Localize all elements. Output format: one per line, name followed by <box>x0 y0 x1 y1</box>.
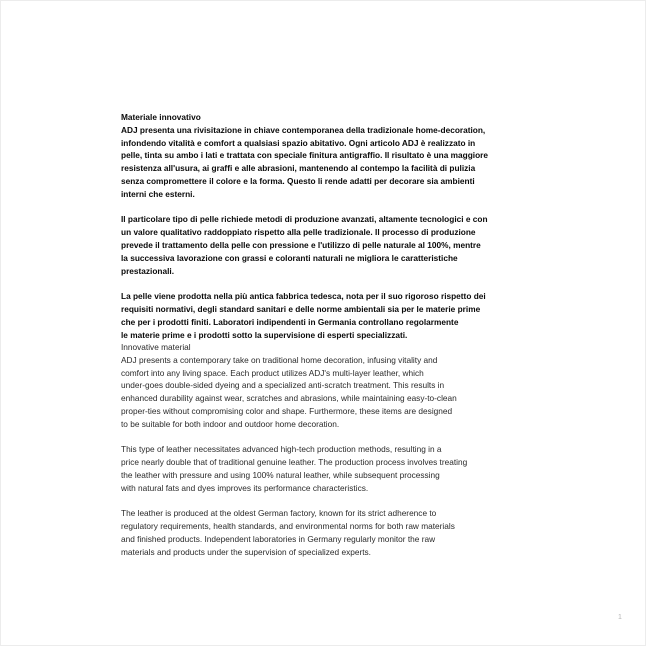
italian-paragraph-2 <box>121 213 541 277</box>
italian-text-line: un valore qualitativo raddoppiato rispetto alla pelle tradizionale. Il processo di produzione <box>121 227 476 238</box>
italian-text-line: Il particolare tipo di pelle richiede metodi di produzione avanzati, altamente tecnologici e con <box>121 214 488 225</box>
english-text-line: and finished products. Independent laboratories in Germany regularly monitor the raw <box>121 533 436 544</box>
english-text-line: regulatory requirements, health standards, and environmental norms for both raw materials <box>121 521 455 532</box>
english-paragraph-2 <box>121 443 541 494</box>
english-section <box>121 341 541 571</box>
italian-text-line: le materie prime e i prodotti sotto la supervisione di esperti specializzati. <box>121 329 408 340</box>
english-heading: Innovative material <box>121 342 191 352</box>
english-text-line: The leather is produced at the oldest German factory, known for its strict adherence to <box>121 508 437 519</box>
italian-text-line: senza compromettere il colore e la forma. Questo li rende adatti per decorare sia ambienti <box>121 175 475 186</box>
italian-text-line: la successiva lavorazione con grassi e coloranti naturali ne migliora le caratteristiche <box>121 252 458 263</box>
english-text-line: the leather with pressure and using 100% natural leather, while subsequent processing <box>121 469 440 480</box>
english-text-line: proper-ties without compromising color and shape. Furthermore, these items are designed <box>121 405 453 416</box>
italian-text-line: pelle, tinta su ambo i lati e trattata con speciale finitura antigraffio. Il risultato è una maggiore <box>121 150 488 161</box>
english-text-line: ADJ presents a contemporary take on traditional home decoration, infusing vitality and <box>121 354 438 365</box>
italian-text-line: interni che esterni. <box>121 188 195 199</box>
italian-text-line: La pelle viene prodotta nella più antica fabbrica tedesca, nota per il suo rigoroso rispetto dei <box>121 291 486 302</box>
italian-text-line: prevede il trattamento della pelle con pressione e l'utilizzo di pelle naturale al 100%, mentre <box>121 239 481 250</box>
english-text-line: materials and products under the supervision of specialized experts. <box>121 546 371 557</box>
english-text-line: price nearly double that of traditional genuine leather. The production process involves treating <box>121 457 468 468</box>
italian-section <box>121 111 541 354</box>
italian-paragraph-3 <box>121 290 541 341</box>
english-text-line: to be suitable for both indoor and outdoor home decoration. <box>121 418 340 429</box>
italian-text-line: prestazionali. <box>121 265 175 276</box>
page-number: 1 <box>618 614 622 621</box>
english-paragraph-1 <box>121 341 541 431</box>
italian-text-line: resistenza all'usura, ai graffi e alle abrasioni, mantenendo al contempo la facilità di pulizia <box>121 163 476 174</box>
english-text-line: under-goes double-sided dyeing and a specialized anti-scratch treatment. This results in <box>121 380 445 391</box>
english-paragraph-3 <box>121 507 541 558</box>
english-text-line: comfort into any living space. Each product utilizes ADJ's multi-layer leather, which <box>121 367 424 378</box>
italian-text-line: requisiti normativi, degli standard sanitari e delle norme ambientali sia per le materie prime <box>121 303 481 314</box>
english-text-line: enhanced durability against wear, scratches and abrasions, while maintaining easy-to-clean <box>121 393 457 404</box>
italian-heading: Materiale innovativo <box>121 112 201 122</box>
english-text-line: This type of leather necessitates advanced high-tech production methods, resulting in a <box>121 444 442 455</box>
italian-text-line: ADJ presenta una rivisitazione in chiave contemporanea della tradizionale home-decoration, <box>121 124 486 135</box>
english-text-line: with natural fats and dyes improves its performance characteristics. <box>121 482 369 493</box>
italian-paragraph-1 <box>121 111 541 201</box>
italian-text-line: infondendo vitalità e comfort a qualsiasi spazio abitativo. Ogni articolo ADJ è realizzato in <box>121 137 476 148</box>
italian-text-line: che per i prodotti finiti. Laboratori indipendenti in Germania controllano regolarmente <box>121 316 459 327</box>
